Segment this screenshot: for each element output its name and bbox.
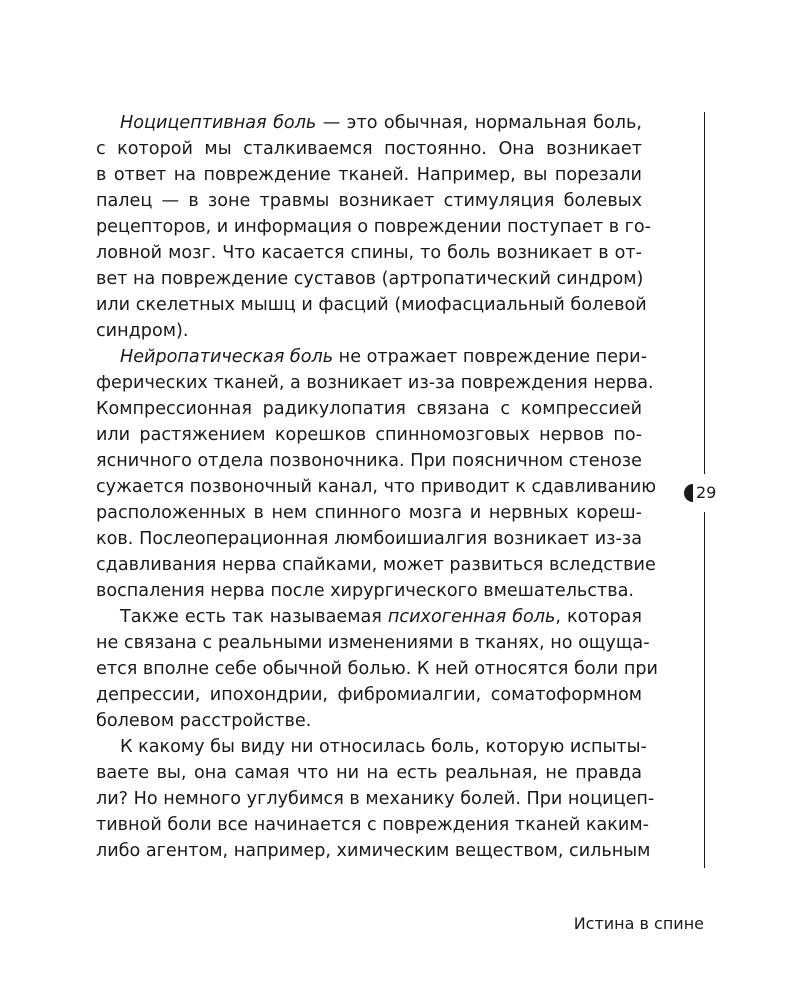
text-segment: — это обычная, нормальная боль, (316, 113, 642, 133)
text-line (96, 292, 647, 318)
text-line (96, 500, 642, 526)
text-segment: сдавливания нерва спайками, может развиться вследствие (96, 555, 656, 575)
text-segment: с которой мы сталкиваемся постоянно. Она возникает (96, 139, 642, 159)
text-segment: не отражает повреждение пери- (333, 347, 647, 367)
text-line (96, 812, 649, 838)
italic-term: Нейропатическая боль (120, 347, 334, 367)
text-segment: палец — в зоне травмы возникает стимуляция болевых (96, 191, 642, 211)
text-line (96, 682, 642, 708)
text-line (96, 604, 642, 630)
text-segment: К какому бы виду ни относилась боль, которую испыты- (120, 737, 647, 757)
text-line (96, 786, 655, 812)
text-segment: или скелетных мышц и фасций (миофасциальный болевой (96, 295, 647, 315)
text-segment: болевом расстройстве. (96, 711, 312, 731)
text-segment: Также есть так называемая (120, 607, 388, 627)
text-segment: Компрессионная радикулопатия связана с компрессией (96, 399, 642, 419)
text-line (96, 422, 642, 448)
text-segment: либо агентом, например, химическим веществом, сильным (96, 841, 651, 861)
text-segment: ли? Но немного углубимся в механику болей. При ноцицеп- (96, 789, 655, 809)
text-segment: вет на повреждение суставов (артропатический синдром) (96, 269, 644, 289)
text-line (96, 396, 642, 422)
text-segment: или растяжением корешков спинномозговых нервов по- (96, 425, 642, 445)
text-line (96, 734, 647, 760)
text-line (96, 630, 650, 656)
text-segment: , которая (555, 607, 642, 627)
text-segment: в ответ на повреждение тканей. Например, вы порезали (96, 165, 642, 185)
text-segment: синдром). (96, 321, 189, 341)
text-segment: рецепторов, и информация о повреждении поступает в го- (96, 217, 652, 237)
margin-rule-top (704, 112, 705, 474)
text-line (96, 240, 642, 266)
page-number: 29 (696, 483, 717, 502)
text-segment: воспаления нерва после хирургического вмешательства. (96, 581, 634, 601)
text-segment: ферических тканей, а возникает из-за повреждения нерва. (96, 373, 654, 393)
text-segment: ется вполне себе обычной болью. К ней относятся боли при (96, 659, 658, 679)
text-line (96, 474, 657, 500)
text-line (96, 760, 642, 786)
text-line (96, 578, 642, 604)
text-line (96, 838, 651, 864)
text-line (96, 136, 642, 162)
page-tab-icon (684, 484, 693, 502)
text-segment: депрессии, ипохондрии, фибромиалгии, соматоформном (96, 685, 642, 705)
text-line (96, 448, 642, 474)
text-segment: ков. Послеоперационная люмбоишиалгия возникает из-за (96, 529, 642, 549)
page-number-marker (684, 480, 716, 506)
text-line (96, 162, 642, 188)
body-text (96, 110, 658, 864)
text-segment: не связана с реальными изменениями в тканях, но ощуща- (96, 633, 650, 653)
text-line (96, 526, 642, 552)
text-line (96, 708, 642, 734)
italic-term: Ноцицептивная боль (120, 113, 317, 133)
text-line (96, 656, 658, 682)
italic-term: психогенная боль (387, 607, 556, 627)
text-line (96, 110, 642, 136)
text-segment: расположенных в нем спинного мозга и нервных кореш- (96, 503, 642, 523)
text-segment: сужается позвоночный канал, что приводит к сдавливанию (96, 477, 657, 497)
margin-rule-bottom (704, 512, 705, 868)
running-footer: Истина в спине (573, 914, 704, 933)
text-segment: ясничного отдела позвоночника. При поясничном стенозе (96, 451, 642, 471)
text-segment: тивной боли все начинается с повреждения тканей каким- (96, 815, 649, 835)
text-line (96, 318, 642, 344)
text-line (96, 188, 642, 214)
text-line (96, 344, 647, 370)
text-line (96, 552, 656, 578)
text-line (96, 370, 654, 396)
text-segment: ловной мозг. Что касается спины, то боль возникает в от- (96, 243, 642, 263)
text-segment: ваете вы, она самая что ни на есть реальная, не правда (96, 763, 642, 783)
text-line (96, 266, 642, 292)
text-line (96, 214, 652, 240)
